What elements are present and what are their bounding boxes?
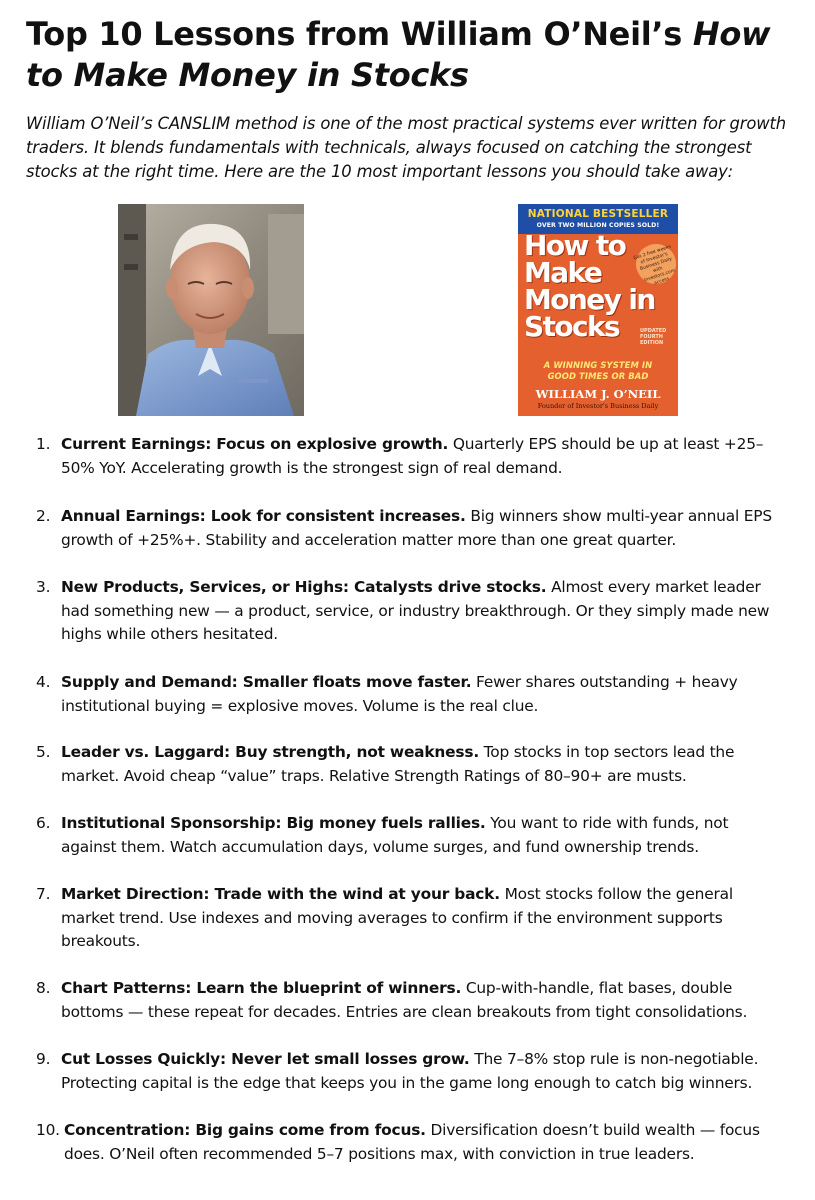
list-item-number: 1. [36, 435, 51, 453]
list-item-number: 5. [36, 743, 51, 761]
list-item-body: Cup-with-handle, flat bases, double bottoms — these repeat for decades. Entries are clean breakouts from tight consolidations. [61, 979, 748, 1021]
list-item-number: 6. [36, 814, 51, 832]
list-item-heading: Cut Losses Quickly: Never let small losses grow. [61, 1050, 470, 1068]
book-author-subtitle: Founder of Investor's Business Daily [537, 402, 659, 410]
list-item-heading: Institutional Sponsorship: Big money fuels rallies. [61, 814, 486, 832]
intro-paragraph: William O’Neil’s CANSLIM method is one of the most practical systems ever written for growth traders. It blends fundamentals with technicals, always focused on catching the strongest stocks at the right time. Here are the 10 most important lessons you should take away: [26, 114, 787, 181]
list-item-number: 3. [36, 578, 51, 596]
list-item-heading: Supply and Demand: Smaller floats move faster. [61, 673, 472, 691]
list-item-number: 9. [36, 1050, 51, 1068]
list-item-body: Diversification doesn’t build wealth — focus does. O’Neil often recommended 5–7 positions max, with conviction in true leaders. [64, 1121, 760, 1163]
list-item-body: Most stocks follow the general market trend. Use indexes and moving averages to confirm if the environment supports breakouts. [61, 885, 733, 950]
list-item-number: 8. [36, 979, 51, 997]
list-item-text [61, 1048, 786, 1095]
book-banner-line1: NATIONAL BESTSELLER [527, 208, 669, 220]
list-item-number: 4. [36, 673, 51, 691]
book-author: WILLIAM J. O’NEIL [535, 387, 661, 401]
list-item-number: 10. [36, 1121, 60, 1139]
list-item-heading: Concentration: Big gains come from focus. [64, 1121, 426, 1139]
list-item-text [64, 1119, 786, 1166]
list-item-body: Big winners show multi-year annual EPS growth of +25%+. Stability and acceleration matter more than one great quarter. [61, 507, 772, 549]
list-item-text [61, 812, 786, 859]
list-item-heading: Leader vs. Laggard: Buy strength, not weakness. [61, 743, 479, 761]
list-item-heading: Market Direction: Trade with the wind at your back. [61, 885, 500, 903]
page-title [26, 14, 796, 96]
title-main: Top 10 Lessons from William O’Neil’s [26, 15, 683, 53]
book-title-line1: How to [524, 229, 626, 262]
book-subtitle-line1: A WINNING SYSTEM IN [543, 360, 653, 370]
list-item-body: Quarterly EPS should be up at least +25–50% YoY. Accelerating growth is the strongest sign of real demand. [61, 435, 764, 477]
list-item-heading: Chart Patterns: Learn the blueprint of winners. [61, 979, 462, 997]
list-item-text [61, 977, 786, 1024]
book-title-line4: Stocks [524, 310, 620, 343]
list-item-text [61, 505, 786, 552]
list-item-number: 7. [36, 885, 51, 903]
list-item-text [61, 576, 786, 647]
list-item-text [61, 433, 786, 480]
list-item-text [61, 741, 786, 788]
book-badge: Get 2 free weeks of Investor's Business Daily with investors.com access [631, 239, 678, 289]
book-cover-image [518, 204, 678, 416]
list-item-text [61, 883, 786, 954]
list-item-number: 2. [36, 507, 51, 525]
list-item-text [61, 671, 786, 718]
book-title-line3: Money in [524, 283, 655, 316]
book-title-line2: Make [524, 256, 602, 289]
portrait-photo [118, 204, 304, 416]
book-subtitle [518, 360, 678, 382]
list-item-body: Top stocks in top sectors lead the market. Avoid cheap “value” traps. Relative Strength Ratings of 80–90+ are musts. [61, 743, 735, 785]
list-item-heading: New Products, Services, or Highs: Catalysts drive stocks. [61, 578, 547, 596]
title-book-name: How to Make Money in Stocks [26, 15, 771, 94]
book-edition: UPDATED FOURTH EDITION [640, 328, 667, 346]
list-item-body: Almost every market leader had something new — a product, service, or industry breakthrough. Or they simply made new highs while others hesitated. [61, 578, 770, 643]
book-subtitle-line2: GOOD TIMES OR BAD [547, 371, 649, 381]
list-item-heading: Annual Earnings: Look for consistent increases. [61, 507, 466, 525]
list-item-body: The 7–8% stop rule is non-negotiable. Protecting capital is the edge that keeps you in the game long enough to catch big winners. [61, 1050, 759, 1092]
list-item-heading: Current Earnings: Focus on explosive growth. [61, 435, 449, 453]
list-item-body: Fewer shares outstanding + heavy institutional buying = explosive moves. Volume is the real clue. [61, 673, 738, 715]
book-banner-line2: OVER TWO MILLION COPIES SOLD! [536, 222, 660, 229]
list-item-body: You want to ride with funds, not against them. Watch accumulation days, volume surges, and fund ownership trends. [61, 814, 729, 856]
